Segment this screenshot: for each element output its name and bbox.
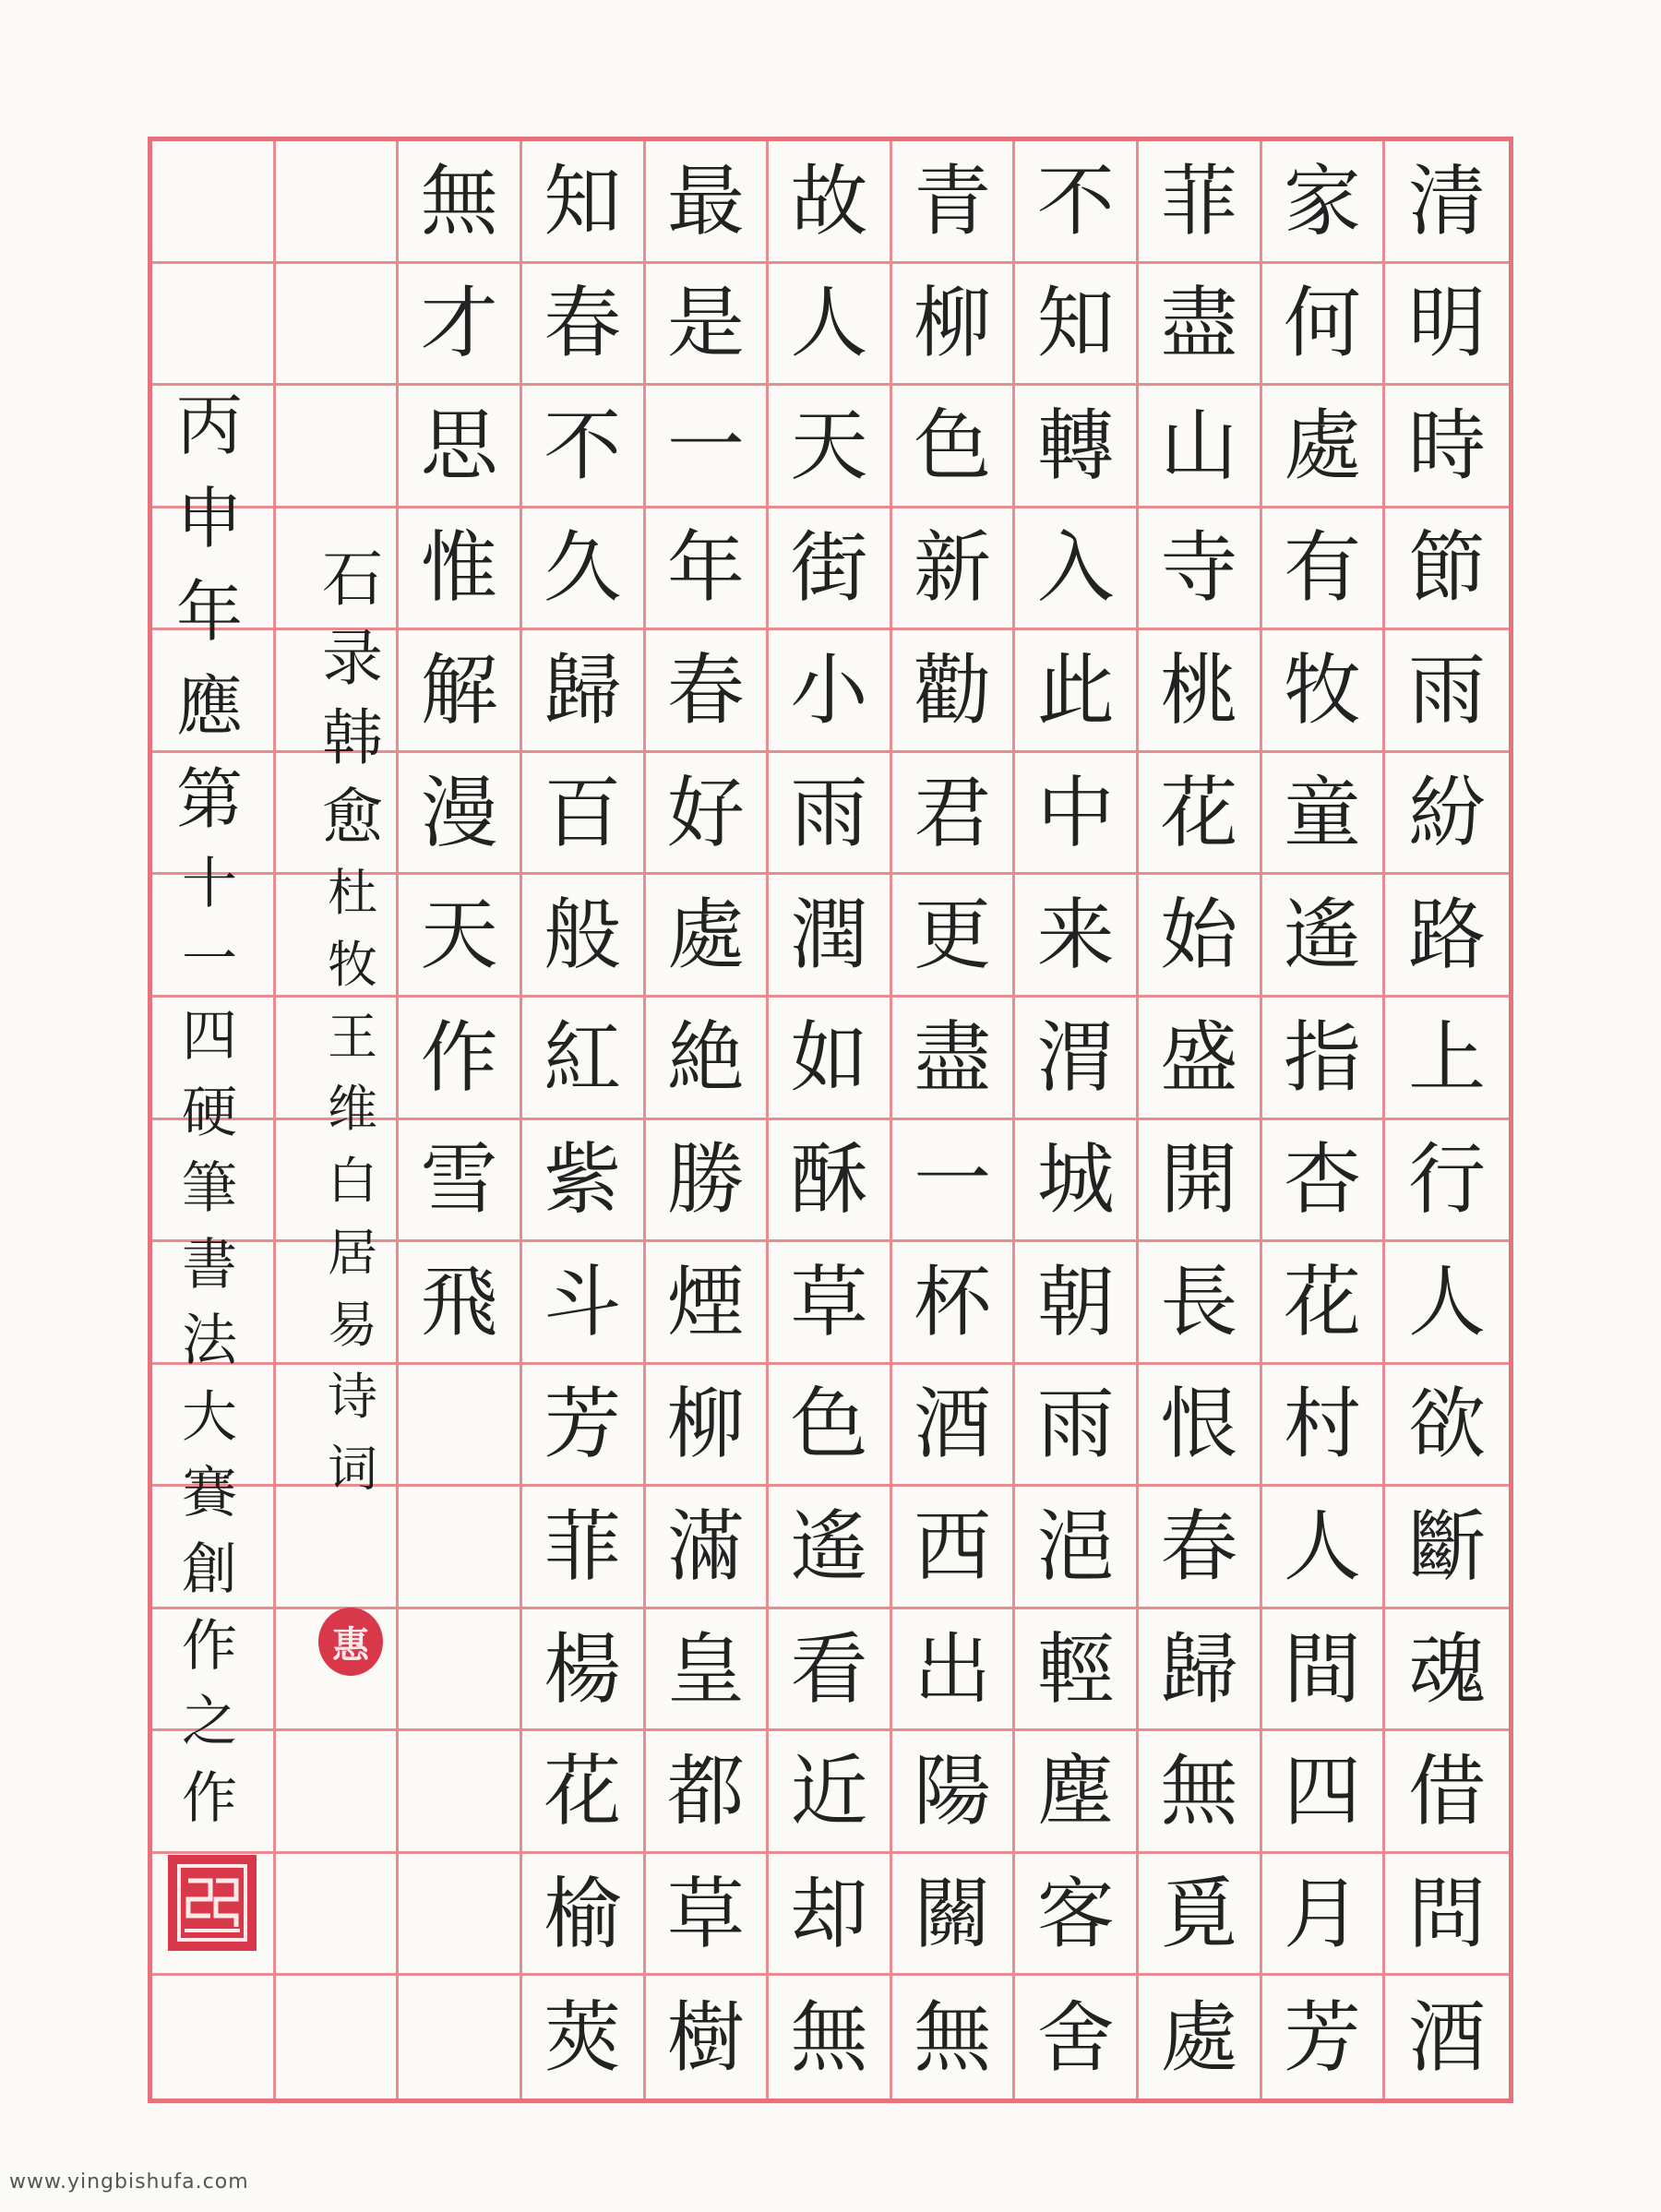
poem-character: 寺 (1139, 508, 1262, 631)
colophon-character: 大 (182, 1384, 237, 1450)
poem-character: 酒 (892, 1365, 1016, 1488)
poem-character: 勸 (892, 630, 1016, 753)
poem-character: 山 (1139, 386, 1262, 508)
poem-character: 街 (769, 508, 892, 631)
poem-character: 四 (1262, 1731, 1386, 1854)
grid-cell (276, 1854, 400, 1977)
poem-character: 節 (1385, 508, 1509, 631)
poem-character: 童 (1262, 753, 1386, 876)
poem-character: 覓 (1139, 1854, 1262, 1977)
poem-character: 無 (769, 1976, 892, 2098)
poem-character: 青 (892, 141, 1016, 264)
poem-character: 人 (769, 264, 892, 387)
poem-character: 有 (1262, 508, 1386, 631)
poem-character: 久 (522, 508, 646, 631)
poem-character: 人 (1262, 1487, 1386, 1609)
poem-character: 此 (1015, 630, 1139, 753)
poem-character: 一 (892, 1120, 1016, 1243)
square-seal-glyph (175, 1862, 249, 1943)
colophon-character: 硬 (182, 1080, 237, 1145)
grid-cell (399, 1731, 522, 1854)
attribution-column (297, 540, 408, 1647)
poem-character: 朝 (1015, 1242, 1139, 1365)
poem-character: 百 (522, 753, 646, 876)
poem-character: 何 (1262, 264, 1386, 387)
colophon-character: 書 (182, 1232, 237, 1297)
poem-character: 歸 (522, 630, 646, 753)
poem-character: 是 (646, 264, 770, 387)
poem-character: 新 (892, 508, 1016, 631)
poem-character: 歸 (1139, 1609, 1262, 1732)
poem-character: 般 (522, 875, 646, 998)
attribution-character: 石 (322, 544, 383, 615)
poem-character: 斷 (1385, 1487, 1509, 1609)
poem-character: 長 (1139, 1242, 1262, 1365)
colophon-character: 第 (175, 759, 243, 838)
poem-character: 花 (522, 1731, 646, 1854)
poem-character: 草 (769, 1242, 892, 1365)
grid-cell (399, 1487, 522, 1609)
poem-character: 更 (892, 875, 1016, 998)
poem-character: 間 (1262, 1609, 1386, 1732)
poem-character: 小 (769, 630, 892, 753)
poem-character: 人 (1385, 1242, 1509, 1365)
poem-character: 渭 (1015, 998, 1139, 1120)
poem-character: 天 (769, 386, 892, 508)
colophon-character: 年 (175, 573, 243, 652)
poem-character: 酒 (1408, 1991, 1487, 2083)
poem-character: 春 (1139, 1487, 1262, 1609)
colophon-character: 賽 (182, 1461, 237, 1526)
poem-character: 遙 (1262, 875, 1386, 998)
poem-character: 好 (646, 753, 770, 876)
poem-character: 不 (522, 386, 646, 508)
poem-character: 無 (892, 1976, 1016, 2098)
poem-character: 月 (1262, 1854, 1386, 1977)
poem-character: 塵 (1015, 1731, 1139, 1854)
poem-character: 作 (399, 998, 522, 1120)
poem-character: 西 (892, 1487, 1016, 1609)
square-seal-stamp (168, 1855, 257, 1951)
poem-character: 才 (399, 264, 522, 387)
poem-character: 客 (1015, 1854, 1139, 1977)
poem-character: 斗 (522, 1242, 646, 1365)
colophon-character: 申 (175, 479, 243, 557)
grid-cell (276, 1731, 400, 1854)
grid-cell (152, 264, 276, 387)
poem-character: 芳 (522, 1365, 646, 1488)
poem-character: 行 (1385, 1120, 1509, 1243)
poem-character: 恨 (1139, 1365, 1262, 1488)
poem-character: 路 (1385, 875, 1509, 998)
poem-character: 色 (769, 1365, 892, 1488)
poem-character: 無 (1139, 1731, 1262, 1854)
poem-character: 處 (646, 875, 770, 998)
poem-character: 明 (1385, 264, 1509, 387)
poem-character: 中 (1015, 753, 1139, 876)
poem-character: 惟 (399, 508, 522, 631)
poem-character: 紫 (522, 1120, 646, 1243)
colophon-character: 之 (182, 1690, 237, 1755)
poem-character: 杏 (1262, 1120, 1386, 1243)
poem-character: 舍 (1015, 1976, 1139, 2098)
attribution-character: 牧 (328, 936, 377, 994)
colophon-character: 法 (182, 1309, 237, 1374)
attribution-character: 愈 (322, 782, 383, 853)
poem-character: 雨 (1015, 1365, 1139, 1488)
colophon-character: 作 (182, 1613, 237, 1679)
colophon-character: 一 (182, 927, 237, 993)
poem-character: 草 (646, 1854, 770, 1977)
poem-character: 煙 (646, 1242, 770, 1365)
attribution-character: 诗 (328, 1368, 377, 1426)
site-watermark: www.yingbishufa.com (9, 2170, 249, 2194)
poem-character: 如 (769, 998, 892, 1120)
poem-character: 色 (892, 386, 1016, 508)
poem-character: 處 (1262, 386, 1386, 508)
poem-character: 遙 (769, 1487, 892, 1609)
poem-character: 近 (769, 1731, 892, 1854)
poem-character: 雪 (399, 1120, 522, 1243)
poem-character: 欲 (1385, 1365, 1509, 1488)
poem-character: 花 (1262, 1242, 1386, 1365)
poem-character: 絶 (646, 998, 770, 1120)
poem-character: 雨 (769, 753, 892, 876)
poem-character: 桃 (1139, 630, 1262, 753)
poem-character: 都 (646, 1731, 770, 1854)
poem-character: 漫 (399, 753, 522, 876)
poem-character: 問 (1385, 1854, 1509, 1977)
attribution-character: 易 (328, 1296, 377, 1354)
grid-cell (399, 1854, 522, 1977)
poem-character: 借 (1385, 1731, 1509, 1854)
poem-character: 皇 (646, 1609, 770, 1732)
attribution-character: 白 (328, 1152, 377, 1210)
colophon-character: 應 (175, 666, 243, 745)
poem-character: 魂 (1385, 1609, 1509, 1732)
poem-character: 盛 (1139, 998, 1262, 1120)
colophon-character: 四 (182, 1004, 237, 1070)
attribution-character: 王 (328, 1008, 377, 1066)
poem-character: 時 (1385, 386, 1509, 508)
poem-character: 入 (1015, 508, 1139, 631)
poem-character: 關 (892, 1854, 1016, 1977)
poem-character: 来 (1015, 875, 1139, 998)
colophon-character: 創 (182, 1536, 237, 1602)
attribution-character: 韩 (322, 702, 383, 773)
colophon-column (148, 378, 271, 1836)
poem-character: 紅 (522, 998, 646, 1120)
poem-character: 城 (1015, 1120, 1139, 1243)
poem-character: 酥 (769, 1120, 892, 1243)
poem-character: 一 (646, 386, 770, 508)
poem-character: 春 (646, 630, 770, 753)
attribution-character: 居 (328, 1224, 377, 1282)
poem-character: 盡 (1139, 264, 1262, 387)
poem-character: 無 (399, 141, 522, 264)
poem-character: 雨 (1385, 630, 1509, 753)
grid-cell (276, 141, 400, 264)
poem-character: 看 (769, 1609, 892, 1732)
poem-character: 始 (1139, 875, 1262, 998)
poem-character: 村 (1262, 1365, 1386, 1488)
poem-character: 陽 (892, 1731, 1016, 1854)
poem-character: 出 (892, 1609, 1016, 1732)
poem-character: 開 (1139, 1120, 1262, 1243)
poem-character: 天 (399, 875, 522, 998)
poem-character: 盡 (892, 998, 1016, 1120)
poem-character: 解 (399, 630, 522, 753)
poem-character: 莢 (522, 1976, 646, 2098)
grid-cell (399, 1976, 522, 2098)
colophon-character: 丙 (175, 386, 243, 464)
poem-character: 轉 (1015, 386, 1139, 508)
poem-character: 柳 (646, 1365, 770, 1488)
poem-character: 故 (769, 141, 892, 264)
poem-character: 君 (892, 753, 1016, 876)
poem-character: 紛 (1385, 753, 1509, 876)
poem-character: 菲 (522, 1487, 646, 1609)
attribution-character: 词 (328, 1440, 377, 1498)
round-seal-stamp (318, 1608, 383, 1676)
poem-character: 清 (1385, 141, 1509, 264)
poem-character: 年 (646, 508, 770, 631)
grid-cell (399, 1609, 522, 1732)
grid-cell (152, 1976, 276, 2098)
attribution-character: 录 (322, 623, 383, 694)
poem-character: 飛 (399, 1242, 522, 1365)
poem-character: 勝 (646, 1120, 770, 1243)
poem-character: 思 (399, 386, 522, 508)
poem-character: 不 (1015, 141, 1139, 264)
attribution-character: 杜 (328, 864, 377, 922)
poem-character: 芳 (1262, 1976, 1386, 2098)
round-seal-text: 惠 (332, 1622, 369, 1667)
grid-cell (276, 264, 400, 387)
attribution-character: 维 (328, 1080, 377, 1138)
poem-character: 知 (522, 141, 646, 264)
poem-character: 指 (1262, 998, 1386, 1120)
poem-character: 上 (1385, 998, 1509, 1120)
poem-character: 滿 (646, 1487, 770, 1609)
poem-character: 牧 (1262, 630, 1386, 753)
poem-character: 花 (1139, 753, 1262, 876)
poem-character: 潤 (769, 875, 892, 998)
colophon-character: 十 (182, 851, 237, 916)
poem-character: 知 (1015, 264, 1139, 387)
poem-character: 樹 (646, 1976, 770, 2098)
grid-cell (276, 1976, 400, 2098)
poem-character: 輕 (1015, 1609, 1139, 1732)
poem-character: 家 (1262, 141, 1386, 264)
poem-character: 却 (769, 1854, 892, 1977)
colophon-character: 筆 (182, 1156, 237, 1222)
grid-cell (276, 386, 400, 508)
poem-character: 處 (1139, 1976, 1262, 2098)
poem-character: 柳 (892, 264, 1016, 387)
poem-character: 楊 (522, 1609, 646, 1732)
poem-character: 浥 (1015, 1487, 1139, 1609)
poem-character: 春 (522, 264, 646, 387)
grid-cell (152, 141, 276, 264)
poem-character: 最 (646, 141, 770, 264)
colophon-character: 作 (182, 1765, 237, 1831)
poem-character: 菲 (1139, 141, 1262, 264)
poem-character: 榆 (522, 1854, 646, 1977)
grid-cell (399, 1365, 522, 1488)
poem-character: 杯 (892, 1242, 1016, 1365)
